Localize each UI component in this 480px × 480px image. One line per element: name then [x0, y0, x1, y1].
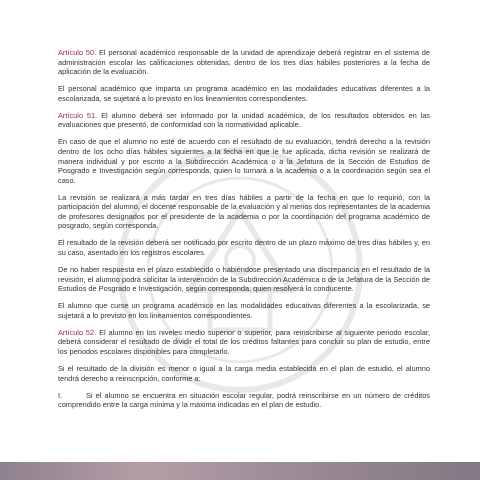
document-body — [58, 48, 430, 417]
paragraph-text: El alumno en los niveles medio superior o superior, para reinscribirse al siguiente periodo escolar, deberá considerar el resultado de dividir el total de los créditos faltantes para concluir su plan de estudio, entre los periodos escolares disponibles para completarlo. — [58, 327, 430, 356]
paragraph — [58, 301, 430, 320]
paragraph — [58, 111, 430, 130]
paragraph — [58, 48, 430, 77]
paragraph — [58, 364, 430, 383]
paragraph-text: El resultado de la revisión deberá ser notificado por escrito dentro de un plazo máximo de tres días hábiles y, en su caso, asentado en los registros escolares. — [58, 238, 430, 258]
paragraph-text: El alumno deberá ser informado por la unidad académica, de los resultados obtenidos en las evaluaciones que presentó, de conformidad con la normatividad aplicable. — [58, 110, 430, 130]
paragraph — [58, 328, 430, 357]
list-item-number: I. — [58, 390, 63, 400]
paragraph-text: El personal académico que imparta un programa académico en las modalidades educativas diferentes a la escolarizada, se sujetará a lo previsto en los lineamientos correspondientes. — [58, 84, 430, 103]
footer-band — [0, 462, 480, 480]
paragraph-text: El personal académico responsable de la unidad de aprendizaje deberá registrar en el sistema de administración escolar las calificaciones obtenidas, dentro de los tres días hábiles posteriores a la fecha de aplicación de la evaluación. — [58, 48, 430, 77]
list-item — [58, 391, 430, 410]
article-heading: Artículo 50. — [58, 48, 97, 57]
paragraph-text: El alumno que curse un programa académico en las modalidades educativas diferentes a la escolarizada, se sujetará a lo previsto en los lineamientos correspondientes. — [58, 301, 430, 320]
paragraph-text: Si el resultado de la división es menor o igual a la carga media establecida en el plan de estudio, el alumno tendrá derecho a reinscripción, conforme a: — [58, 363, 430, 383]
list-item-text: Si el alumno se encuentra en situación escolar regular, podrá reinscribirse en un número de créditos comprendido entre la carga mínima y la máxima indicadas en el plan de estudio. — [58, 390, 430, 410]
paragraph — [58, 265, 430, 294]
paragraph — [58, 84, 430, 103]
paragraph-text: En caso de que el alumno no esté de acuerdo con el resultado de su evaluación, tendrá derecho a la revisión dentro de los ocho días hábiles siguientes a la fecha en que le fue aplicada, dicha revisión se realizará de manera individual y por escrito a la Subdirección Académica o a la Jefatura de la Sección de Estudios de Posgrado e Investigación según corresponda, quien lo turnará a la academia o a la coordinación según sea el caso. — [58, 137, 430, 185]
paragraph-text: La revisión se realizará a más tardar en tres días hábiles a partir de la fecha en que lo requirió, con la participación del alumno, el docente responsable de la evaluación y al menos dos representantes de la academia de profesores designados por el presidente de la academia o por la coordinación del programa académico de posgrado, según corresponda. — [58, 192, 430, 231]
paragraph — [58, 137, 430, 185]
paragraph — [58, 193, 430, 231]
paragraph — [58, 238, 430, 257]
article-heading: Artículo 51. — [58, 110, 98, 120]
article-heading: Artículo 52. — [58, 327, 97, 337]
paragraph-text: De no haber respuesta en el plazo establecido o habiéndose presentado una discrepancia en el resultado de la revisión, el alumno podrá solicitar la intervención de la Subdirección Académica o de la Jefatura de la Sección de Estudios de Posgrado e Investigación, según corresponda, quien resolverá lo conducente. — [58, 265, 430, 294]
